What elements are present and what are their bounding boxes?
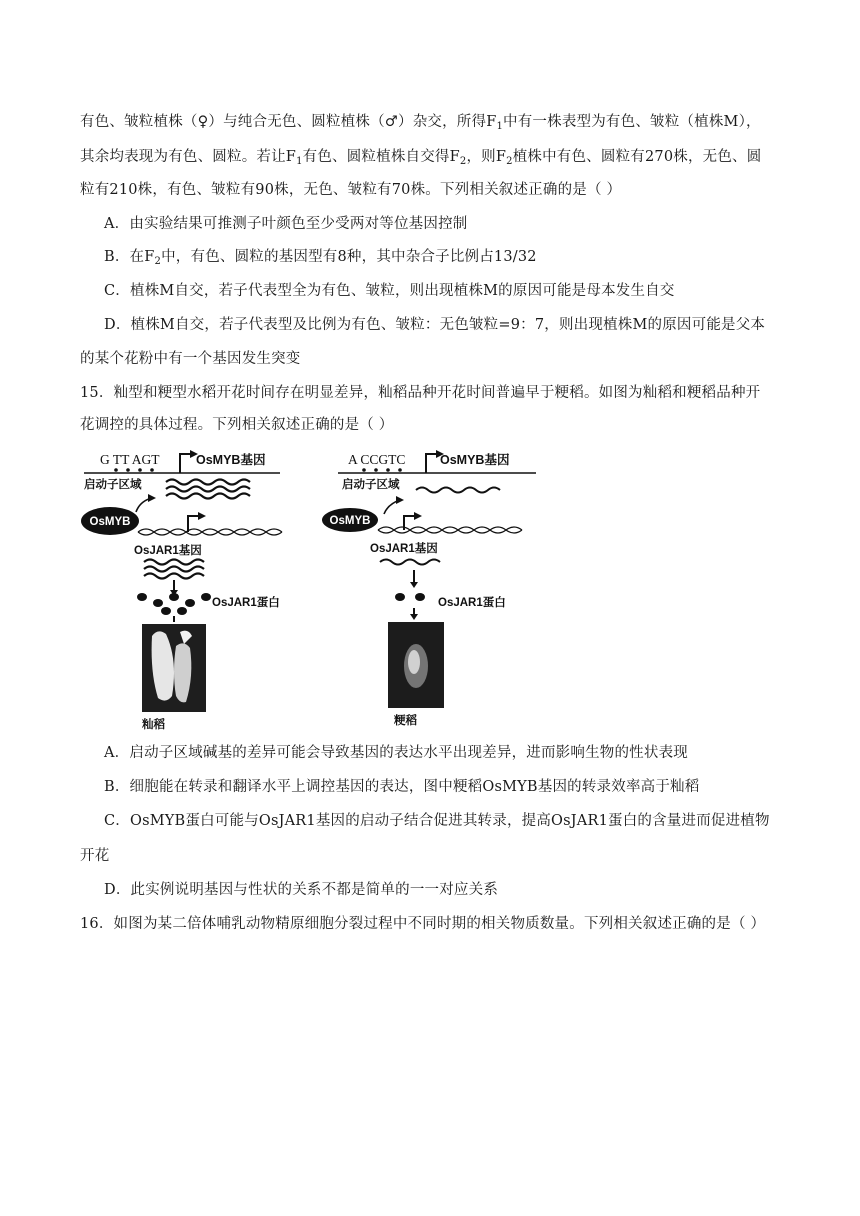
left-promoter-sequence: G TT AGT — [100, 452, 160, 467]
q15-option-c-line-1: C．OsMYB蛋白可能与OsJAR1基因的启动子结合促进其转录，提高OsJAR1蛋白的含量进而促进植物 — [104, 813, 770, 829]
right-promoter-label: 启动子区域 — [342, 479, 400, 491]
q15-stem-line-1: 15．籼型和粳型水稻开花时间存在明显差异，籼稻品种开花时间普遍早于粳稻。如图为籼稻和粳稻品种开 — [80, 385, 761, 401]
indica-photo — [142, 624, 206, 712]
q15-option-b: B．细胞能在转录和翻译水平上调控基因的表达，图中粳稻OsMYB基因的转录效率高于籼稻 — [104, 779, 700, 795]
right-osjar1-protein-dots — [395, 593, 425, 601]
q14-option-d-line-2: 的某个花粉中有一个基因发生突变 — [80, 351, 301, 367]
japonica-caption: 粳稻 — [394, 715, 417, 727]
right-osmyb-mrna — [416, 488, 500, 493]
left-osmyb-gene-label: OsMYB基因 — [196, 453, 266, 467]
indica-caption: 籼稻 — [142, 719, 165, 731]
left-osmyb-protein-label: OsMYB — [89, 516, 131, 528]
q15-option-c-line-2: 开花 — [80, 848, 110, 864]
q14-line-2: 其余均表现为有色、圆粒。若让$F_1$有色、圆粒植株自交得$F_2$，则$F_2$植株中有色、圆粒有270株，无色、圆 — [80, 149, 762, 167]
right-osjar1-gene-label: OsJAR1基因 — [370, 543, 438, 555]
right-osjar1-protein-label: OsJAR1蛋白 — [438, 597, 506, 609]
indica-panel — [81, 450, 282, 731]
left-osjar1-protein-label: OsJAR1蛋白 — [212, 597, 280, 609]
left-osmyb-mrna — [166, 480, 250, 499]
q14-line-3: 粒有210株，有色、皱粒有90株，无色、皱粒有70株。下列相关叙述正确的是（ ） — [80, 182, 622, 198]
q15-stem-line-2: 花调控的具体过程。下列相关叙述正确的是（ ） — [80, 417, 394, 433]
q14-line-1: 有色、皱粒植株（♀）与纯合无色、圆粒植株（♂）杂交，所得$F_1$中有一株表型为有色、皱粒（植株M）， — [80, 114, 761, 132]
q14-option-b: B．在$F_2$中，有色、圆粒的基因型有8种，其中杂合子比例占13/32 — [104, 249, 537, 267]
q16-stem: 16．如图为某二倍体哺乳动物精原细胞分裂过程中不同时期的相关物质数量。下列相关叙述正确的是（ ） — [80, 916, 766, 932]
q14-option-a: A．由实验结果可推测子叶颜色至少受两对等位基因控制 — [104, 216, 468, 232]
rice-flowering-regulation-figure — [80, 446, 540, 736]
q14-option-d-line-1: D．植株M自交，若子代表型及比例为有色、皱粒：无色皱粒=9：7，则出现植株M的原因可能是父本 — [104, 317, 766, 333]
left-osjar1-mrna — [144, 560, 204, 579]
right-osmyb-gene-label: OsMYB基因 — [440, 453, 510, 467]
right-osmyb-protein-label: OsMYB — [329, 515, 371, 527]
left-dna-helix — [138, 529, 282, 535]
q15-option-a: A．启动子区域碱基的差异可能会导致基因的表达水平出现差异，进而影响生物的性状表现 — [104, 745, 688, 761]
left-promoter-label: 启动子区域 — [84, 479, 142, 491]
japonica-panel — [322, 450, 536, 727]
right-dna-helix — [378, 527, 522, 533]
q14-option-c: C．植株M自交，若子代表型全为有色、皱粒，则出现植株M的原因可能是母本发生自交 — [104, 283, 675, 299]
left-osjar1-gene-label: OsJAR1基因 — [134, 545, 202, 557]
right-dots — [362, 468, 402, 472]
right-promoter-sequence: A CCGTC — [348, 452, 406, 467]
right-osjar1-mrna — [380, 560, 440, 565]
left-dots — [114, 468, 154, 472]
q15-option-d: D．此实例说明基因与性状的关系不都是简单的一一对应关系 — [104, 882, 499, 898]
left-osjar1-protein-dots — [137, 593, 211, 615]
